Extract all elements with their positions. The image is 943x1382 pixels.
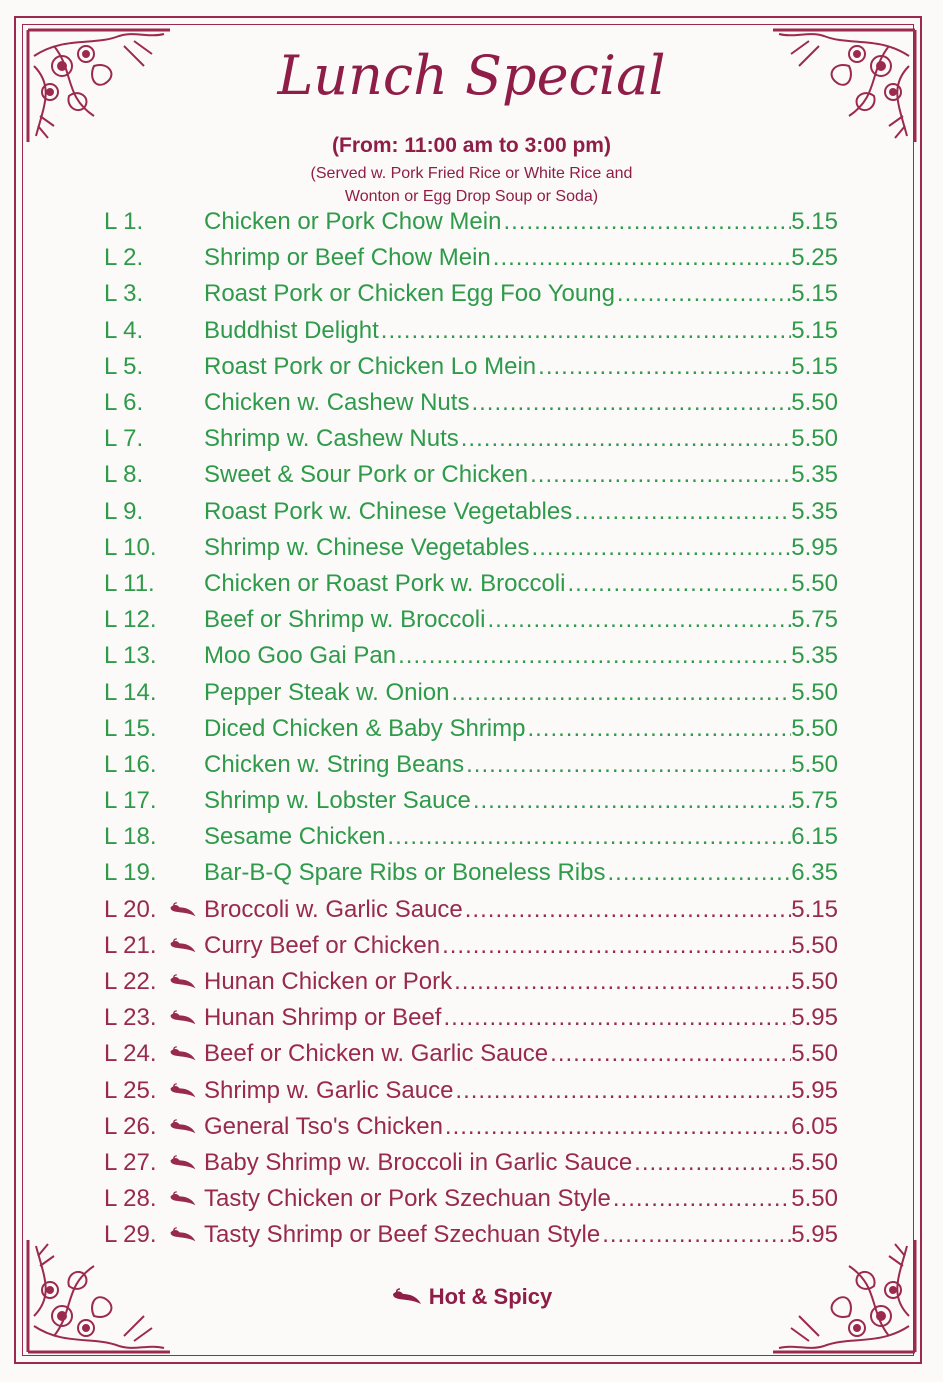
legend bbox=[0, 1284, 943, 1310]
item-name: Bar-B-Q Spare Ribs or Boneless Ribs bbox=[204, 859, 606, 887]
dot-leader bbox=[530, 461, 791, 489]
legend-label: Hot & Spicy bbox=[428, 1284, 553, 1309]
item-code: L 13. bbox=[104, 642, 157, 670]
menu-list bbox=[104, 204, 838, 1253]
item-name: Moo Goo Gai Pan bbox=[204, 642, 397, 670]
dot-leader bbox=[471, 389, 791, 417]
item-code: L 28. bbox=[104, 1185, 157, 1213]
item-price: 5.50 bbox=[791, 1040, 838, 1068]
page-title: Lunch Special bbox=[277, 44, 666, 107]
spicy-marker bbox=[168, 1155, 204, 1171]
item-price: 5.25 bbox=[791, 244, 838, 272]
item-code: L 20. bbox=[104, 895, 157, 923]
dot-leader bbox=[473, 787, 791, 815]
item-price: 6.05 bbox=[791, 1112, 838, 1140]
item-code: L 18. bbox=[104, 823, 157, 851]
item-name: Diced Chicken & Baby Shrimp bbox=[204, 714, 526, 742]
item-name: Chicken or Pork Chow Mein bbox=[204, 208, 502, 236]
item-code: L 12. bbox=[104, 606, 157, 634]
item-name: Roast Pork w. Chinese Vegetables bbox=[204, 497, 573, 525]
served-note bbox=[0, 162, 943, 208]
hot-pepper-icon bbox=[168, 902, 198, 918]
item-price: 5.50 bbox=[791, 931, 838, 959]
served-note-line: Wonton or Egg Drop Soup or Soda) bbox=[344, 188, 599, 205]
menu-item bbox=[104, 566, 838, 602]
item-name: Baby Shrimp w. Broccoli in Garlic Sauce bbox=[204, 1148, 633, 1176]
item-code: L 21. bbox=[104, 931, 157, 959]
menu-item bbox=[104, 1217, 838, 1253]
hot-pepper-icon bbox=[168, 1083, 198, 1099]
item-code: L 2. bbox=[104, 244, 144, 272]
item-price: 5.15 bbox=[791, 316, 838, 344]
dot-leader bbox=[445, 1113, 791, 1141]
item-code: L 7. bbox=[104, 425, 144, 453]
dot-leader bbox=[455, 1077, 791, 1105]
dot-leader bbox=[613, 1185, 791, 1213]
item-name: Beef or Chicken w. Garlic Sauce bbox=[204, 1040, 549, 1068]
item-price: 5.50 bbox=[791, 569, 838, 597]
dot-leader bbox=[442, 932, 791, 960]
item-code: L 24. bbox=[104, 1040, 157, 1068]
dot-leader bbox=[550, 1040, 791, 1068]
item-name: Tasty Chicken or Pork Szechuan Style bbox=[204, 1185, 611, 1213]
dot-leader bbox=[465, 896, 792, 924]
menu-item bbox=[104, 276, 838, 312]
item-code: L 23. bbox=[104, 1004, 157, 1032]
item-name: Shrimp w. Chinese Vegetables bbox=[204, 533, 530, 561]
item-code: L 19. bbox=[104, 859, 157, 887]
dot-leader bbox=[607, 859, 791, 887]
menu-item bbox=[104, 1181, 838, 1217]
menu-item bbox=[104, 928, 838, 964]
dot-leader bbox=[503, 208, 791, 236]
item-price: 5.50 bbox=[791, 678, 838, 706]
item-name: Buddhist Delight bbox=[204, 316, 379, 344]
menu-item bbox=[104, 855, 838, 891]
item-name: Shrimp w. Lobster Sauce bbox=[204, 787, 471, 815]
spicy-marker bbox=[168, 1119, 204, 1135]
item-price: 5.95 bbox=[791, 1004, 838, 1032]
item-price: 5.15 bbox=[791, 352, 838, 380]
dot-leader bbox=[493, 244, 792, 272]
item-code: L 26. bbox=[104, 1112, 157, 1140]
item-name: Hunan Shrimp or Beef bbox=[204, 1004, 442, 1032]
item-price: 5.35 bbox=[791, 497, 838, 525]
dot-leader bbox=[451, 679, 791, 707]
item-name: Roast Pork or Chicken Egg Foo Young bbox=[204, 280, 615, 308]
item-price: 5.50 bbox=[791, 425, 838, 453]
dot-leader bbox=[567, 570, 791, 598]
item-code: L 29. bbox=[104, 1221, 157, 1249]
spicy-marker bbox=[168, 938, 204, 954]
dot-leader bbox=[487, 606, 791, 634]
dot-leader bbox=[532, 534, 792, 562]
dot-leader bbox=[574, 498, 791, 526]
item-code: L 17. bbox=[104, 787, 157, 815]
hot-pepper-icon bbox=[168, 1227, 198, 1243]
item-price: 5.15 bbox=[791, 895, 838, 923]
menu-item bbox=[104, 421, 838, 457]
menu-item bbox=[104, 530, 838, 566]
item-code: L 4. bbox=[104, 316, 144, 344]
hot-pepper-icon bbox=[168, 1155, 198, 1171]
item-code: L 10. bbox=[104, 533, 157, 561]
item-price: 5.75 bbox=[791, 787, 838, 815]
dot-leader bbox=[538, 353, 791, 381]
hot-pepper-icon bbox=[168, 1046, 198, 1062]
dot-leader bbox=[454, 968, 791, 996]
menu-item bbox=[104, 1073, 838, 1109]
menu-item bbox=[104, 747, 838, 783]
dot-leader bbox=[527, 715, 791, 743]
dot-leader bbox=[617, 280, 791, 308]
item-name: Beef or Shrimp w. Broccoli bbox=[204, 606, 486, 634]
item-code: L 8. bbox=[104, 461, 144, 489]
hot-pepper-icon bbox=[168, 1191, 198, 1207]
item-price: 5.50 bbox=[791, 389, 838, 417]
item-price: 5.35 bbox=[791, 461, 838, 489]
item-code: L 5. bbox=[104, 352, 144, 380]
item-price: 5.95 bbox=[791, 533, 838, 561]
item-price: 5.50 bbox=[791, 1148, 838, 1176]
item-price: 5.15 bbox=[791, 280, 838, 308]
menu-item bbox=[104, 457, 838, 493]
menu-item bbox=[104, 1145, 838, 1181]
spicy-marker bbox=[168, 1191, 204, 1207]
item-code: L 3. bbox=[104, 280, 144, 308]
item-code: L 27. bbox=[104, 1148, 157, 1176]
served-note-line: (Served w. Pork Fried Rice or White Rice and bbox=[310, 165, 633, 182]
item-price: 6.15 bbox=[791, 823, 838, 851]
item-price: 5.95 bbox=[791, 1076, 838, 1104]
item-name: Tasty Shrimp or Beef Szechuan Style bbox=[204, 1221, 601, 1249]
menu-item bbox=[104, 964, 838, 1000]
spicy-marker bbox=[168, 974, 204, 990]
spicy-marker bbox=[168, 902, 204, 918]
spicy-marker bbox=[168, 1010, 204, 1026]
menu-item bbox=[104, 638, 838, 674]
item-name: General Tso's Chicken bbox=[204, 1112, 443, 1140]
menu-item bbox=[104, 240, 838, 276]
dot-leader bbox=[461, 425, 792, 453]
item-name: Broccoli w. Garlic Sauce bbox=[204, 895, 463, 923]
item-price: 5.75 bbox=[791, 606, 838, 634]
item-name: Sweet & Sour Pork or Chicken bbox=[204, 461, 529, 489]
item-code: L 14. bbox=[104, 678, 157, 706]
dot-leader bbox=[634, 1149, 791, 1177]
item-price: 5.50 bbox=[791, 968, 838, 996]
item-price: 5.35 bbox=[791, 642, 838, 670]
item-code: L 9. bbox=[104, 497, 144, 525]
item-code: L 15. bbox=[104, 714, 157, 742]
menu-item bbox=[104, 385, 838, 421]
item-name: Shrimp or Beef Chow Mein bbox=[204, 244, 491, 272]
menu-item bbox=[104, 1109, 838, 1145]
item-code: L 25. bbox=[104, 1076, 157, 1104]
item-name: Sesame Chicken bbox=[204, 823, 386, 851]
item-name: Chicken w. String Beans bbox=[204, 750, 465, 778]
item-code: L 1. bbox=[104, 208, 144, 236]
hot-pepper-icon bbox=[168, 1119, 198, 1135]
item-name: Hunan Chicken or Pork bbox=[204, 968, 453, 996]
item-code: L 11. bbox=[104, 569, 155, 597]
menu-item bbox=[104, 892, 838, 928]
menu-item bbox=[104, 1036, 838, 1072]
dot-leader bbox=[443, 1004, 791, 1032]
item-price: 5.15 bbox=[791, 208, 838, 236]
item-name: Roast Pork or Chicken Lo Mein bbox=[204, 352, 537, 380]
hot-pepper-icon bbox=[168, 974, 198, 990]
menu-item bbox=[104, 313, 838, 349]
menu-item bbox=[104, 494, 838, 530]
item-price: 5.95 bbox=[791, 1221, 838, 1249]
spicy-marker bbox=[168, 1227, 204, 1243]
dot-leader bbox=[602, 1221, 791, 1249]
dot-leader bbox=[466, 751, 791, 779]
hot-pepper-icon bbox=[391, 1288, 423, 1306]
item-name: Shrimp w. Cashew Nuts bbox=[204, 425, 459, 453]
item-code: L 22. bbox=[104, 968, 157, 996]
item-name: Chicken w. Cashew Nuts bbox=[204, 389, 470, 417]
item-price: 5.50 bbox=[791, 1185, 838, 1213]
menu-item bbox=[104, 819, 838, 855]
item-code: L 6. bbox=[104, 389, 144, 417]
menu-item bbox=[104, 1000, 838, 1036]
item-name: Pepper Steak w. Onion bbox=[204, 678, 450, 706]
menu-item bbox=[104, 783, 838, 819]
item-price: 5.50 bbox=[791, 750, 838, 778]
spicy-marker bbox=[168, 1046, 204, 1062]
menu-item bbox=[104, 602, 838, 638]
dot-leader bbox=[398, 642, 791, 670]
menu-item bbox=[104, 711, 838, 747]
hot-pepper-icon bbox=[168, 938, 198, 954]
item-name: Chicken or Roast Pork w. Broccoli bbox=[204, 569, 566, 597]
menu-item bbox=[104, 674, 838, 710]
item-code: L 16. bbox=[104, 750, 157, 778]
menu-item bbox=[104, 204, 838, 240]
dot-leader bbox=[387, 823, 791, 851]
item-price: 5.50 bbox=[791, 714, 838, 742]
item-name: Curry Beef or Chicken bbox=[204, 931, 441, 959]
menu-item bbox=[104, 349, 838, 385]
item-name: Shrimp w. Garlic Sauce bbox=[204, 1076, 454, 1104]
dot-leader bbox=[381, 317, 792, 345]
hours-line: (From: 11:00 am to 3:00 pm) bbox=[332, 134, 611, 157]
spicy-marker bbox=[168, 1083, 204, 1099]
hot-pepper-icon bbox=[168, 1010, 198, 1026]
item-price: 6.35 bbox=[791, 859, 838, 887]
